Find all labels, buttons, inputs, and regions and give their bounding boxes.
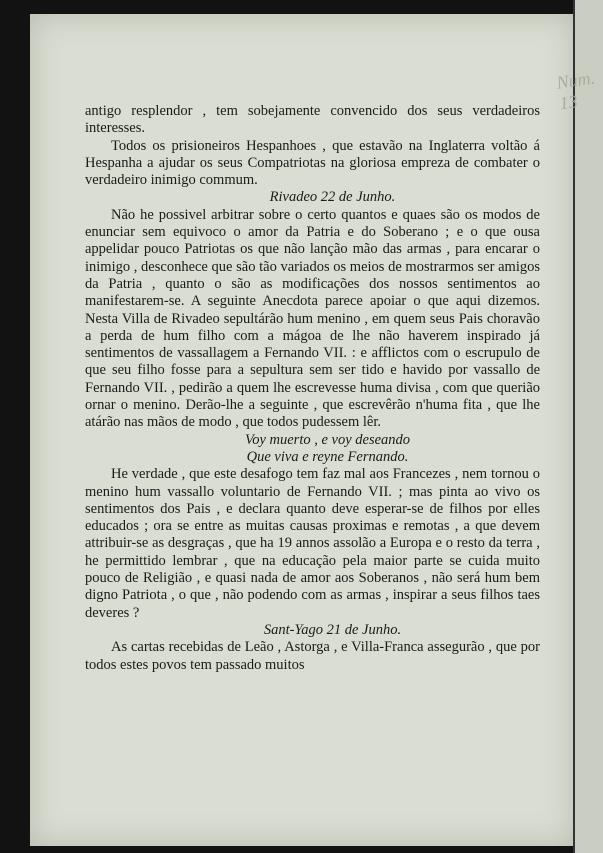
ghost-page-number: Num. 13: [555, 67, 597, 114]
dateline: Sant-Yago 21 de Junho.: [263, 621, 402, 638]
page-text: [85, 103, 540, 674]
paragraph: antigo resplendor , tem sobejamente convencido dos seus verdadeiros interesses.: [85, 103, 540, 137]
verse-line: Que viva e reyne Fernando.: [246, 448, 409, 465]
paragraph: Não he possivel arbitrar sobre o certo quantos e quaes são os modos de enunciar sem equivoco o amor da Patria e do Soberano ; e o que ousa appelidar pouco Patriotas os que não lanção mão das armas , para encarar o inimigo , desconhece que são tão variados os meios de mostrarmos ser amigos da Patria , quanto o são as modificações dos nossos sentimentos ao manifestarem-se. A seguinte Anecdota parece apoiar o que aqui dizemos. Nesta Villa de Rivadeo sepultárão hum menino , em quem seus Pais choravão a perda de hum filho com a mágoa de lhe não haverem inspirado já sentimentos de vassallagem a Fernando VII. : e afflictos com o escrupulo de que seu filho fosse para a sepultura sem ser tido e havido por vassallo de Fernando VII. , pedirão a quem lhe escrevesse huma divisa , com que querião ornar o menino. Derão-lhe a seguinte , que escrevêrão n'huma fita , que lhe atárão nas mãos de modo , que todos pudessem lêr.: [85, 206, 540, 431]
paragraph: As cartas recebidas de Leão , Astorga , e Villa-Franca assegurão , que por todos estes povos tem passado muitos: [85, 639, 540, 673]
adjacent-page-edge: [555, 0, 603, 853]
paragraph: Todos os prisioneiros Hespanhoes , que estavão na Inglaterra voltão á Hespanha a ajudar os seus Compatriotas na gloriosa empreza de combater o verdadeiro inimigo commum.: [85, 137, 540, 189]
dateline: Rivadeo 22 de Junho.: [269, 189, 396, 206]
verse-line: Voy muerto , e voy deseando: [244, 431, 411, 448]
paragraph: He verdade , que este desafogo tem faz mal aos Francezes , nem tornou o menino hum vassallo voluntario de Fernando VII. ; mas pinta ao vivo os sentimentos dos Pais , e declara quanto deve esperar-se de filhos por elles educados ; ora se entre as muitas causas proximas e remotas , a que devem attribuir-se as desgraças , que ha 19 annos assolão a Europa e o resto da terra , he permittido lembrar , que na educação pela maior parte se cuida muito pouco de Religião , e quasi nada de amor aos Soberanos , não será hum bem digno Patriota , o que , não podendo com as armas , inspirar a seus filhos taes deveres ?: [85, 466, 540, 621]
